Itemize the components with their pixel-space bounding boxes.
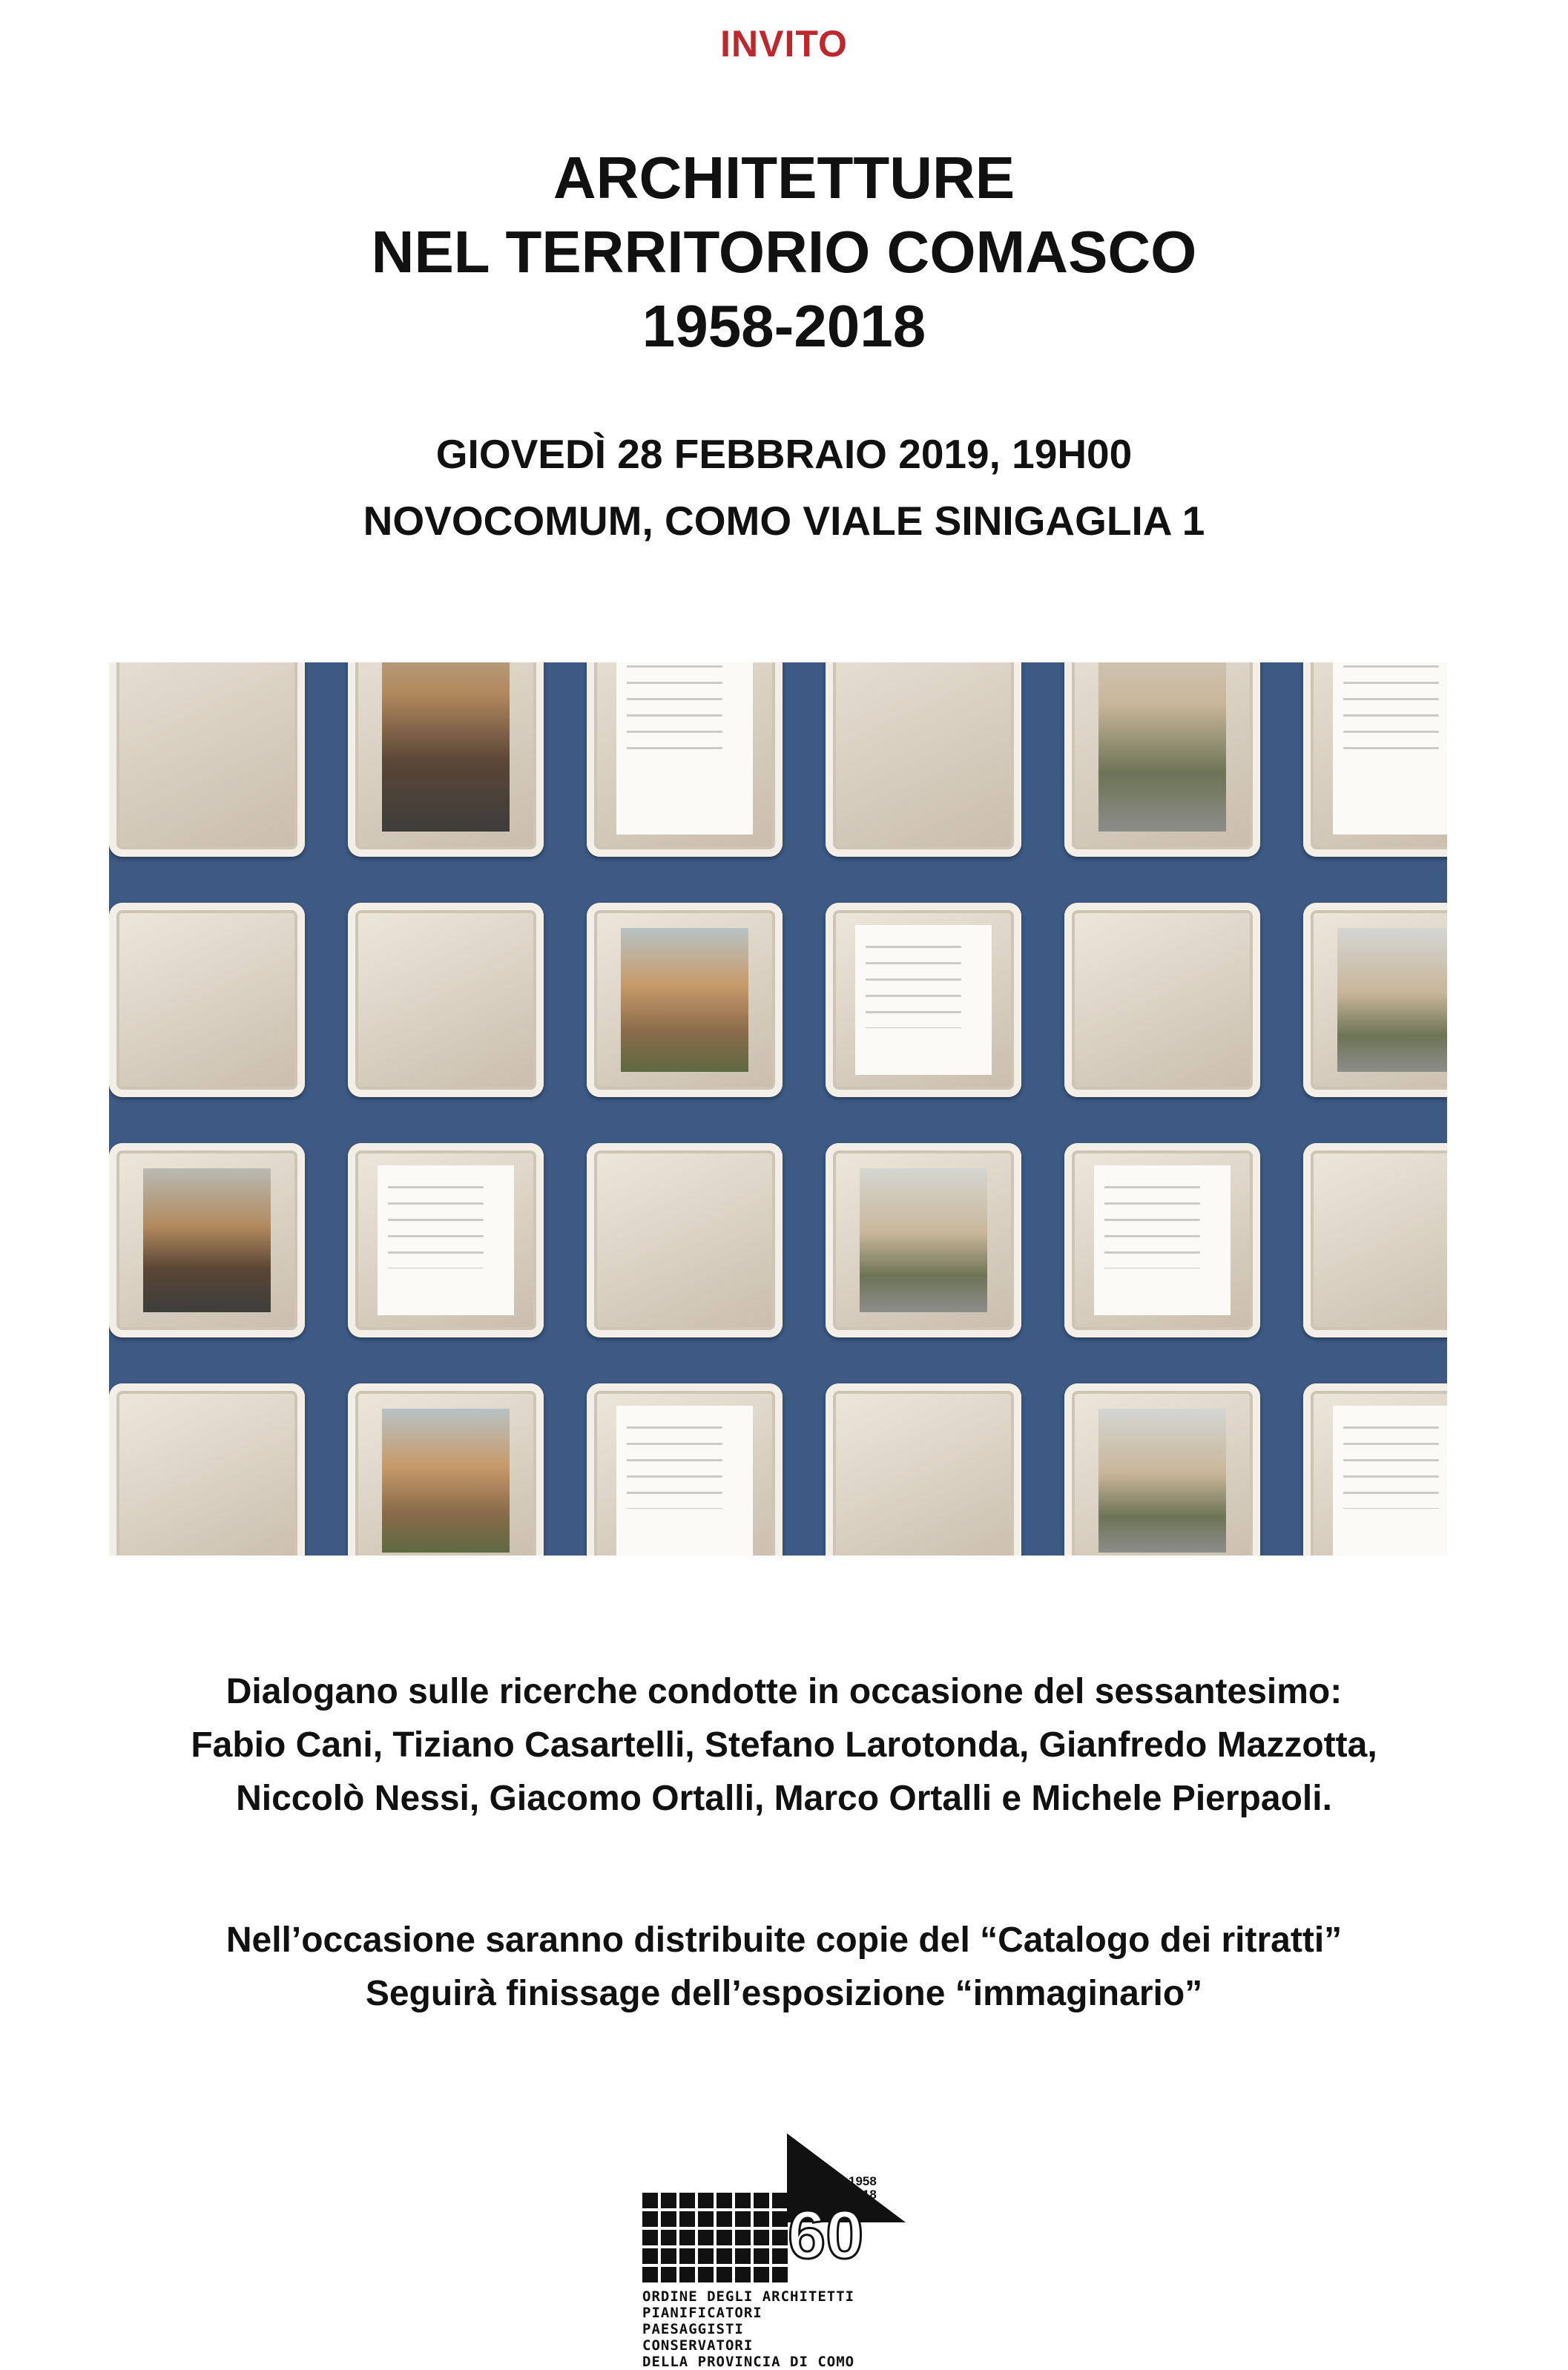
logo-grid-square — [754, 2193, 769, 2208]
logo-number: 60 — [788, 2197, 864, 2273]
logo-grid-square — [735, 2211, 751, 2227]
photo-tile — [826, 1143, 1021, 1337]
logo-grid-square — [698, 2248, 714, 2264]
logo-grid-square — [679, 2230, 695, 2245]
logo-org-line-1: ORDINE DEGLI ARCHITETTI — [642, 2288, 855, 2305]
photo-tile — [587, 662, 783, 857]
photo-tile — [348, 1143, 544, 1337]
photo-tile — [348, 662, 544, 857]
photo-tile — [1303, 903, 1447, 1097]
finissage-note: Seguirà finissage dell’esposizione “immaginario” — [365, 1974, 1203, 2013]
logo-grid-square — [772, 2267, 788, 2282]
photo-tile — [826, 662, 1021, 857]
logo-grid-square — [642, 2267, 658, 2282]
logo-grid-square — [679, 2248, 695, 2264]
logo-grid-square — [698, 2193, 714, 2208]
logo-year-end: 2018 — [849, 2188, 877, 2202]
logo-grid-square — [661, 2193, 676, 2208]
logo-grid-square — [717, 2248, 732, 2264]
logo-year-start: 1958 — [849, 2174, 877, 2188]
logo-org-line-2: PIANIFICATORI PAESAGGISTI — [642, 2305, 762, 2337]
logo-grid-square — [642, 2193, 658, 2208]
logo-grid-square — [642, 2230, 658, 2245]
logo-grid-square — [698, 2267, 714, 2282]
logo-grid-square — [735, 2267, 751, 2282]
logo-years — [849, 2175, 877, 2202]
photo-tile — [1303, 662, 1447, 857]
logo-grid-square — [717, 2230, 732, 2245]
logo-grid-square — [679, 2267, 695, 2282]
logo-grid-square — [717, 2211, 732, 2227]
logo-grid-square — [661, 2267, 676, 2282]
photo-tile — [1064, 903, 1260, 1097]
photo-tile — [587, 1383, 783, 1556]
photo-tile — [109, 1383, 305, 1556]
logo-grid-square — [735, 2193, 751, 2208]
photo-tile — [1064, 1383, 1260, 1556]
logo-grid-square — [698, 2230, 714, 2245]
logo-grid-square — [754, 2211, 769, 2227]
logo-org-name — [642, 2288, 865, 2370]
logo-grid-square — [661, 2211, 676, 2227]
logo-grid-square — [754, 2267, 769, 2282]
photo-tile — [1064, 662, 1260, 857]
logo-grid-square — [772, 2211, 788, 2227]
invito-label: INVITO — [720, 23, 848, 65]
photo-tile — [587, 903, 783, 1097]
logo-org-line-4: DELLA PROVINCIA DI COMO — [642, 2354, 855, 2370]
event-venue: NOVOCOMUM, COMO VIALE SINIGAGLIA 1 — [363, 498, 1205, 544]
catalog-note: Nell’occasione saranno distribuite copie del “Catalogo dei ritratti” — [225, 1920, 1343, 1960]
speakers-line-2: Niccolò Nessi, Giacomo Ortalli, Marco Ortalli e Michele Pierpaoli. — [236, 1779, 1332, 1818]
logo-org-line-3: CONSERVATORI — [642, 2337, 754, 2354]
logo-grid-square — [754, 2248, 769, 2264]
logo-grid-square — [717, 2267, 732, 2282]
event-date: GIOVEDÌ 28 FEBBRAIO 2019, 19H00 — [435, 431, 1133, 477]
dialogue-intro: Dialogano sulle ricerche condotte in occasione del sessantesimo: — [225, 1672, 1343, 1711]
photo-tile — [348, 903, 544, 1097]
photo-tile — [826, 1383, 1021, 1556]
logo-grid-square — [772, 2193, 788, 2208]
photo-tile — [109, 662, 305, 857]
exhibition-photo — [109, 662, 1447, 1556]
title-line-1: ARCHITETTURE — [553, 145, 1015, 211]
logo-grid-square — [679, 2211, 695, 2227]
photo-tile — [587, 1143, 783, 1337]
photo-tile — [826, 903, 1021, 1097]
logo-grid-square — [642, 2248, 658, 2264]
logo-grid-square — [642, 2211, 658, 2227]
logo-grid-square — [754, 2230, 769, 2245]
logo-grid-square — [661, 2230, 676, 2245]
speakers-line-1: Fabio Cani, Tiziano Casartelli, Stefano Larotonda, Gianfredo Mazzotta, — [191, 1725, 1377, 1765]
title-line-3: 1958-2018 — [642, 293, 926, 359]
photo-tile — [109, 903, 305, 1097]
logo-grid-square — [717, 2193, 732, 2208]
photo-tile — [348, 1383, 544, 1556]
photo-tile — [1303, 1383, 1447, 1556]
logo-grid-square — [772, 2230, 788, 2245]
logo-grid-square — [772, 2248, 788, 2264]
title-line-2: NEL TERRITORIO COMASCO — [371, 219, 1197, 285]
logo-grid-square — [679, 2193, 695, 2208]
photo-tile — [109, 1143, 305, 1337]
photo-tile — [1064, 1143, 1260, 1337]
logo-grid-square — [661, 2248, 676, 2264]
logo-grid-square — [735, 2230, 751, 2245]
logo-grid-square — [735, 2248, 751, 2264]
logo-grid-square — [698, 2211, 714, 2227]
photo-tile — [1303, 1143, 1447, 1337]
